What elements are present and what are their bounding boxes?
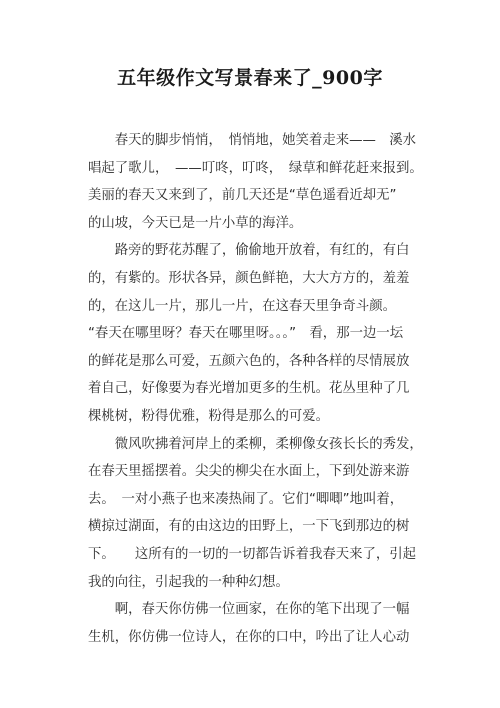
text-line: 春天的脚步悄悄， 悄悄地，她笑着走来—— 溪水: [88, 133, 417, 148]
text-line: 生机，你仿佛一位诗人，在你的口中，吟出了让人心动: [88, 629, 410, 645]
text-line: 下。 这所有的一切的一切都告诉着我春天来了，引起: [88, 546, 417, 562]
text-line: “春天在哪里呀？春天在哪里呀。。。” 看，那一边一坛: [88, 326, 404, 342]
text-line: 的鲜花是那么可爱，五颜六色的，各种各样的尽情展放: [88, 353, 410, 369]
text-line: 着自己，好像要为春光增加更多的生机。花丛里种了几: [88, 381, 410, 397]
text-line: 横掠过湖面，有的由这边的田野上，一下飞到那边的树: [88, 519, 410, 535]
text-line: 啊，春天你仿佛一位画家，在你的笔下出现了一幅: [88, 602, 410, 618]
text-line: 的山坡，今天已是一片小草的海洋。: [88, 215, 303, 231]
document-title: 五年级作文写景春来了_900字: [117, 67, 383, 89]
text-line: 微风吹拂着河岸上的柔柳，柔柳像女孩长长的秀发，: [88, 436, 423, 452]
text-line: 路旁的野花苏醒了，偷偷地开放着，有红的，有白: [88, 243, 410, 259]
text-line: 我的向往，引起我的一种种幻想。: [88, 574, 289, 590]
text-line: 去。 一对小燕子也来凑热闹了。它们“唧唧”地叫着，: [88, 491, 404, 507]
document-body: [88, 127, 424, 651]
text-line: 棵桃树，粉得优雅，粉得是那么的可爱。: [88, 408, 330, 424]
text-line: 美丽的春天又来到了，前几天还是“草色遥看近却无”: [88, 188, 397, 204]
text-line: 唱起了歌儿， ——叮咚，叮咚， 绿草和鲜花赶来报到。: [88, 160, 423, 176]
text-line: 的，有紫的。形状各异，颜色鲜艳，大大方方的，羞羞: [88, 270, 410, 286]
text-line: 的，在这儿一片，那儿一片，在这春天里争奇斗颜。: [88, 298, 396, 314]
text-line: 在春天里摇摆着。尖尖的柳尖在水面上，下到处游来游: [88, 464, 410, 480]
